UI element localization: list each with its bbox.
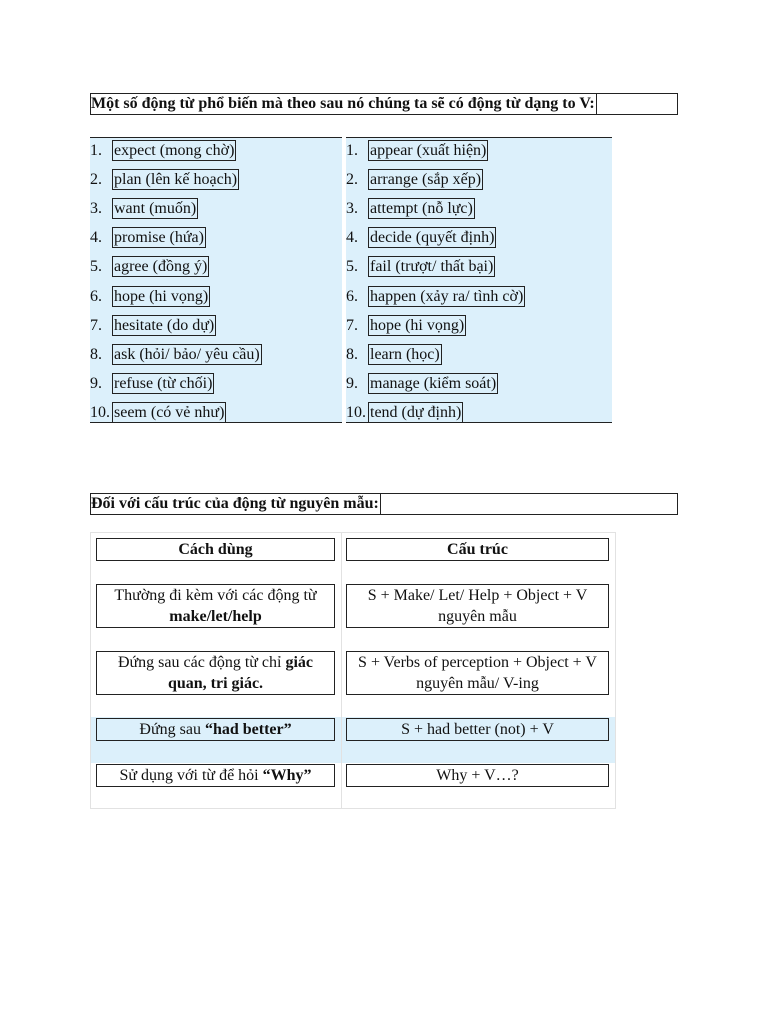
table-row-usage: Đứng sau “had better”	[96, 718, 335, 741]
list-item	[346, 140, 488, 162]
list-item	[346, 169, 483, 191]
list-item	[90, 286, 210, 308]
list-number: 5.	[90, 258, 102, 275]
verb-list-right	[346, 137, 612, 423]
list-text: hope (hi vọng)	[114, 288, 209, 305]
list-number: 5.	[346, 258, 358, 275]
list-text: appear (xuất hiện)	[370, 142, 487, 159]
list-text: expect (mong chờ)	[114, 142, 235, 159]
list-item	[90, 198, 198, 220]
list-number: 1.	[90, 142, 102, 159]
list-number: 3.	[346, 200, 358, 217]
column-header-usage: Cách dùng	[96, 538, 335, 561]
section-heading-text: Một số động từ phổ biến mà theo sau nó chúng ta sẽ có động từ dạng to V:	[91, 95, 595, 112]
list-item	[90, 344, 262, 366]
list-number: 9.	[346, 375, 358, 392]
list-text: decide (quyết định)	[370, 229, 495, 246]
list-item	[90, 140, 236, 162]
verb-list-left	[90, 137, 342, 423]
list-text: fail (trượt/ thất bại)	[370, 258, 494, 275]
list-number: 8.	[90, 346, 102, 363]
list-text: refuse (từ chối)	[114, 375, 213, 392]
list-text: hesitate (do dự)	[114, 317, 215, 334]
list-item	[346, 227, 496, 249]
list-text: want (muốn)	[114, 200, 197, 217]
table-row-usage: Thường đi kèm với các động từ make/let/help	[96, 584, 335, 628]
list-text: seem (có vẻ như)	[114, 404, 225, 421]
table-row-usage: Sử dụng với từ để hỏi “Why”	[96, 764, 335, 787]
list-text: promise (hứa)	[114, 229, 204, 246]
table-row-structure: S + Verbs of perception + Object + V nguyên mẫu/ V-ing	[346, 651, 609, 695]
list-text: learn (học)	[370, 346, 440, 363]
list-text: agree (đồng ý)	[114, 258, 208, 275]
list-item	[346, 402, 463, 424]
list-text: attempt (nỗ lực)	[370, 200, 473, 217]
list-text: ask (hỏi/ bảo/ yêu cầu)	[114, 346, 260, 363]
list-number: 2.	[346, 171, 358, 188]
list-item	[346, 198, 475, 220]
column-header-structure: Cấu trúc	[346, 538, 609, 561]
list-item	[90, 373, 214, 395]
list-text: hope (hi vọng)	[370, 317, 465, 334]
list-number: 7.	[346, 317, 358, 334]
list-item	[90, 169, 239, 191]
column-divider	[341, 533, 342, 808]
list-item	[346, 373, 498, 395]
table-row-usage: Đứng sau các động từ chỉ giác quan, tri giác.	[96, 651, 335, 695]
list-number: 6.	[346, 288, 358, 305]
list-text: manage (kiểm soát)	[370, 375, 497, 392]
list-text: arrange (sắp xếp)	[370, 171, 482, 188]
section-heading-to-v	[90, 93, 678, 115]
list-number: 7.	[90, 317, 102, 334]
list-number: 8.	[346, 346, 358, 363]
list-item	[346, 286, 525, 308]
list-text: happen (xảy ra/ tình cờ)	[370, 288, 524, 305]
section-heading-text: Đối với cấu trúc của động từ nguyên mẫu:	[91, 495, 379, 512]
table-row-structure: S + had better (not) + V	[346, 718, 609, 741]
list-number: 6.	[90, 288, 102, 305]
list-number: 4.	[90, 229, 102, 246]
list-text: tend (dự định)	[370, 404, 462, 421]
list-number: 10.	[90, 404, 110, 421]
list-number: 1.	[346, 142, 358, 159]
list-item	[90, 402, 226, 424]
list-item	[90, 256, 209, 278]
table-row-structure: Why + V…?	[346, 764, 609, 787]
list-number: 2.	[90, 171, 102, 188]
list-text: plan (lên kế hoạch)	[114, 171, 238, 188]
list-number: 3.	[90, 200, 102, 217]
table-row-structure: S + Make/ Let/ Help + Object + V nguyên mẫu	[346, 584, 609, 628]
list-item	[90, 227, 206, 249]
list-number: 10.	[346, 404, 366, 421]
list-item	[346, 256, 495, 278]
list-number: 4.	[346, 229, 358, 246]
list-item	[346, 315, 466, 337]
list-item	[90, 315, 216, 337]
section-heading-infinitive	[90, 493, 678, 515]
list-number: 9.	[90, 375, 102, 392]
list-item	[346, 344, 442, 366]
